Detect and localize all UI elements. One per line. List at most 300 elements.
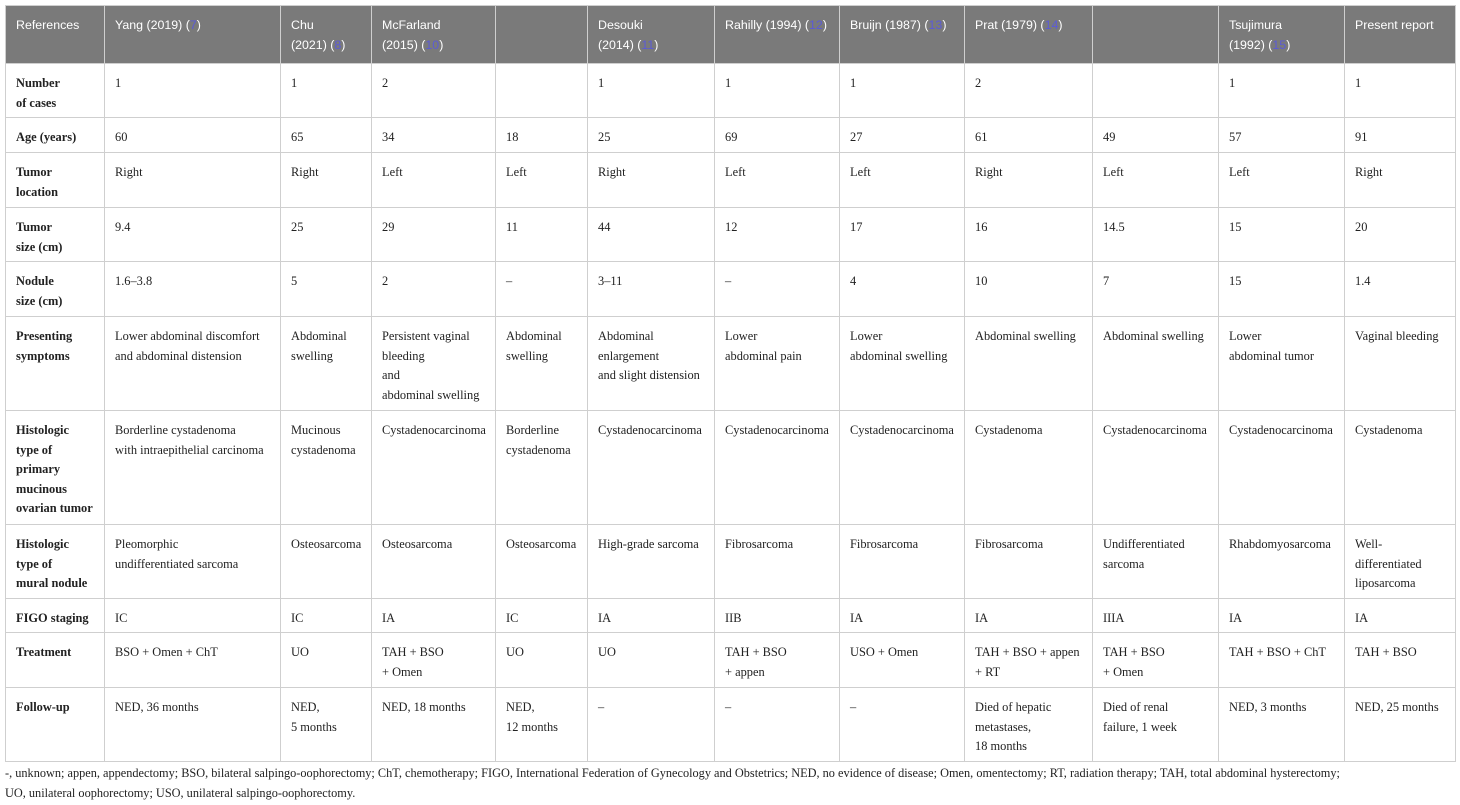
table-cell [840, 64, 965, 118]
table-cell [840, 208, 965, 262]
table-cell [840, 633, 965, 688]
cell-value: NED, 36 months [115, 700, 199, 714]
table-cell [496, 599, 588, 633]
table-cell [105, 525, 281, 599]
column-header [6, 6, 105, 64]
table-cell [1219, 64, 1345, 118]
table-cell [1093, 262, 1219, 317]
table-cell [965, 525, 1093, 599]
cell-value: 1 [598, 76, 605, 90]
table-cell [372, 633, 496, 688]
cell-value: UO [598, 645, 616, 659]
cell-value: 17 [850, 220, 863, 234]
table-cell [715, 64, 840, 118]
table-cell [965, 411, 1093, 525]
table-row [6, 208, 1456, 262]
cell-value: IC [506, 611, 519, 625]
row-label: Tumor location [16, 165, 58, 199]
cell-value: UO [506, 645, 524, 659]
table-cell [281, 118, 372, 153]
cell-value: Left [1229, 165, 1250, 179]
row-label-cell [6, 317, 105, 411]
row-label-cell [6, 633, 105, 688]
table-cell [105, 411, 281, 525]
table-cell [1219, 118, 1345, 153]
table-cell [372, 411, 496, 525]
table-cell [1219, 599, 1345, 633]
cell-value: 61 [975, 130, 988, 144]
table-cell [1093, 317, 1219, 411]
table-cell [496, 262, 588, 317]
table-cell [105, 118, 281, 153]
cell-value: 9.4 [115, 220, 131, 234]
table-cell [281, 411, 372, 525]
table-row [6, 64, 1456, 118]
table-cell [1093, 64, 1219, 118]
cell-value: Fibrosarcoma [850, 537, 919, 551]
cell-value: 27 [850, 130, 863, 144]
table-cell [1219, 633, 1345, 688]
table-cell [840, 118, 965, 153]
table-cell [1345, 599, 1456, 633]
row-label-cell [6, 153, 105, 208]
cell-value: UO [291, 645, 309, 659]
cell-value: 1 [725, 76, 732, 90]
cell-value: 34 [382, 130, 395, 144]
cell-value: 2 [382, 274, 389, 288]
cell-value: Fibrosarcoma [725, 537, 794, 551]
table-cell [840, 153, 965, 208]
row-label-cell [6, 688, 105, 762]
cell-value: 1 [850, 76, 857, 90]
column-header-text: Bruijn (1987) ( [850, 18, 929, 32]
column-header-paren: ) [1058, 18, 1063, 32]
cell-value: 25 [598, 130, 611, 144]
cell-value: Lower abdominal pain [725, 329, 802, 363]
cell-value: Vaginal bleeding [1355, 329, 1439, 343]
cell-value: Lower abdominal swelling [850, 329, 948, 363]
table-cell [1345, 688, 1456, 762]
cell-value: Borderline cystadenoma [506, 423, 571, 457]
cell-value: 2 [382, 76, 389, 90]
table-cell [496, 153, 588, 208]
column-header [840, 6, 965, 64]
table-body [6, 64, 1456, 762]
cell-value: 1 [115, 76, 122, 90]
table-cell [496, 688, 588, 762]
row-label: Histologic type of primary mucinous ovarian tumor [16, 423, 93, 516]
cell-value: – [598, 700, 605, 714]
cell-value: 15 [1229, 220, 1242, 234]
row-label-cell [6, 262, 105, 317]
cell-value: Abdominal enlargement and slight distension [598, 329, 700, 383]
table-cell [588, 262, 715, 317]
table-cell [496, 633, 588, 688]
cell-value: IA [382, 611, 396, 625]
table-cell [1345, 64, 1456, 118]
cell-value: TAH + BSO [1355, 645, 1417, 659]
cell-value: 14.5 [1103, 220, 1125, 234]
cell-value: Abdominal swelling [506, 329, 562, 363]
row-label: Treatment [16, 645, 72, 659]
table-cell [965, 317, 1093, 411]
row-label: Histologic type of mural nodule [16, 537, 88, 591]
table-cell [715, 208, 840, 262]
cell-value: TAH + BSO + Omen [1103, 645, 1165, 679]
table-row [6, 688, 1456, 762]
table-cell [715, 411, 840, 525]
case-comparison-table [5, 5, 1456, 762]
table-cell [840, 688, 965, 762]
table-cell [1093, 633, 1219, 688]
column-header [588, 6, 715, 64]
column-header [496, 6, 588, 64]
cell-value: 7 [1103, 274, 1110, 288]
table-row [6, 153, 1456, 208]
cell-value: TAH + BSO + Omen [382, 645, 444, 679]
cell-value: Undifferentiated sarcoma [1103, 537, 1185, 571]
table-cell [965, 153, 1093, 208]
row-label: Nodule size (cm) [16, 274, 63, 308]
table-cell [965, 633, 1093, 688]
column-header [281, 6, 372, 64]
table-cell [1093, 599, 1219, 633]
table-cell [1219, 317, 1345, 411]
cell-value: Rhabdomyosarcoma [1229, 537, 1331, 551]
column-header-paren: ) [654, 37, 659, 52]
cell-value: 1 [1355, 76, 1362, 90]
cell-value: 15 [1229, 274, 1242, 288]
table-cell [840, 599, 965, 633]
cell-value: 57 [1229, 130, 1242, 144]
cell-value: 10 [975, 274, 988, 288]
cell-value: IA [1355, 611, 1369, 625]
cell-value: 11 [506, 220, 518, 234]
table-cell [965, 118, 1093, 153]
column-header-text: References [16, 18, 80, 32]
table-cell [1345, 411, 1456, 525]
table-cell [588, 153, 715, 208]
table-cell [105, 64, 281, 118]
cell-value: Lower abdominal tumor [1229, 329, 1314, 363]
table-cell [715, 633, 840, 688]
table-cell [105, 317, 281, 411]
table-cell [1345, 317, 1456, 411]
column-header [1093, 6, 1219, 64]
table-cell [840, 411, 965, 525]
column-header [1219, 6, 1345, 64]
table-cell [281, 262, 372, 317]
column-header [1345, 6, 1456, 64]
cell-value: Cystadenoma [1355, 423, 1423, 437]
row-label-cell [6, 599, 105, 633]
cell-value: 12 [725, 220, 738, 234]
reference-link[interactable]: 14 [1044, 18, 1059, 32]
column-header-text: Present report [1355, 18, 1434, 32]
cell-value: Abdominal swelling [975, 329, 1076, 343]
table-row [6, 317, 1456, 411]
reference-link[interactable]: 15 [1272, 37, 1287, 52]
table-cell [372, 208, 496, 262]
row-label-cell [6, 64, 105, 118]
cell-value: Osteosarcoma [382, 537, 453, 551]
column-header-text: Tsujimura (1992) ( [1229, 18, 1283, 52]
cell-value: 3–11 [598, 274, 623, 288]
cell-value: 91 [1355, 130, 1368, 144]
cell-value: 5 [291, 274, 298, 288]
table-cell [1219, 411, 1345, 525]
column-header-text: Prat (1979) ( [975, 18, 1045, 32]
reference-link[interactable]: 13 [928, 18, 943, 32]
table-cell [496, 411, 588, 525]
cell-value: 25 [291, 220, 304, 234]
table-cell [372, 262, 496, 317]
table-cell [840, 262, 965, 317]
cell-value: Osteosarcoma [291, 537, 362, 551]
cell-value: Abdominal swelling [1103, 329, 1204, 343]
table-cell [1219, 525, 1345, 599]
table-cell [965, 599, 1093, 633]
table-cell [715, 262, 840, 317]
cell-value: Left [1103, 165, 1124, 179]
cell-value: Cystadenocarcinoma [598, 423, 702, 437]
column-header [372, 6, 496, 64]
row-label-cell [6, 118, 105, 153]
cell-value: IC [291, 611, 304, 625]
cell-value: 69 [725, 130, 738, 144]
cell-value: NED, 5 months [291, 700, 337, 734]
table-cell [496, 118, 588, 153]
table-cell [588, 525, 715, 599]
table-cell [281, 599, 372, 633]
table-cell [496, 317, 588, 411]
table-cell [1093, 118, 1219, 153]
cell-value: Osteosarcoma [506, 537, 577, 551]
table-cell [105, 688, 281, 762]
table-cell [840, 317, 965, 411]
column-header-text: Rahilly (1994) ( [725, 18, 810, 32]
cell-value: Cystadenocarcinoma [1229, 423, 1333, 437]
cell-value: Right [598, 165, 626, 179]
row-label: Follow-up [16, 700, 70, 714]
table-cell [715, 317, 840, 411]
table-row [6, 411, 1456, 525]
table-cell [588, 208, 715, 262]
cell-value: TAH + BSO + appen [725, 645, 787, 679]
cell-value: NED, 25 months [1355, 700, 1439, 714]
cell-value: IIIA [1103, 611, 1125, 625]
table-footnote [5, 764, 1457, 803]
table-cell [1093, 153, 1219, 208]
table-cell [105, 153, 281, 208]
table-cell [1093, 208, 1219, 262]
cell-value: 1.6–3.8 [115, 274, 153, 288]
table-cell [965, 64, 1093, 118]
row-label-cell [6, 208, 105, 262]
column-header-paren: ) [1286, 37, 1291, 52]
cell-value: Fibrosarcoma [975, 537, 1044, 551]
cell-value: IA [1229, 611, 1243, 625]
table-row [6, 525, 1456, 599]
cell-value: Mucinous cystadenoma [291, 423, 356, 457]
reference-link[interactable]: 7 [189, 18, 197, 32]
table-cell [715, 153, 840, 208]
cell-value: Left [725, 165, 746, 179]
cell-value: – [506, 274, 513, 288]
row-label: Tumor size (cm) [16, 220, 63, 254]
table-cell [1345, 153, 1456, 208]
table-cell [372, 688, 496, 762]
table-cell [105, 599, 281, 633]
table-cell [588, 64, 715, 118]
row-label-cell [6, 525, 105, 599]
table-cell [281, 153, 372, 208]
cell-value: TAH + BSO + appen + RT [975, 645, 1080, 679]
table-cell [105, 208, 281, 262]
reference-link[interactable]: 12 [809, 18, 823, 32]
cell-value: USO + Omen [850, 645, 919, 659]
cell-value: – [725, 274, 732, 288]
cell-value: NED, 3 months [1229, 700, 1307, 714]
table-cell [1093, 411, 1219, 525]
table-cell [1345, 633, 1456, 688]
table-cell [588, 317, 715, 411]
table-cell [715, 525, 840, 599]
cell-value: Left [850, 165, 871, 179]
cell-value: Left [506, 165, 527, 179]
cell-value: IA [598, 611, 612, 625]
table-row [6, 633, 1456, 688]
table-cell [588, 633, 715, 688]
reference-link[interactable]: 11 [641, 37, 655, 52]
reference-link[interactable]: 10 [425, 37, 440, 52]
table-cell [715, 688, 840, 762]
table-cell [1219, 153, 1345, 208]
cell-value: Cystadenocarcinoma [725, 423, 829, 437]
table-cell [1093, 688, 1219, 762]
cell-value: IC [115, 611, 128, 625]
column-header-paren: ) [341, 37, 346, 52]
table-cell [1219, 262, 1345, 317]
row-label: Presenting symptoms [16, 329, 73, 363]
column-header [105, 6, 281, 64]
table-cell [1345, 208, 1456, 262]
cell-value: 1 [1229, 76, 1236, 90]
cell-value: Died of hepatic metastases, 18 months [975, 700, 1052, 754]
column-header-text: Yang (2019) ( [115, 18, 190, 32]
cell-value: Right [1355, 165, 1383, 179]
row-label: FIGO staging [16, 611, 89, 625]
table-cell [715, 118, 840, 153]
table-row [6, 118, 1456, 153]
cell-value: Borderline cystadenoma with intraepithelial carcinoma [115, 423, 264, 457]
cell-value: 2 [975, 76, 982, 90]
table-cell [1219, 208, 1345, 262]
table-cell [715, 599, 840, 633]
cell-value: Died of renal failure, 1 week [1103, 700, 1177, 734]
cell-value: Right [291, 165, 319, 179]
cell-value: 20 [1355, 220, 1368, 234]
cell-value: High-grade sarcoma [598, 537, 699, 551]
table-cell [372, 599, 496, 633]
cell-value: IIB [725, 611, 742, 625]
cell-value: Cystadenoma [975, 423, 1043, 437]
cell-value: Well- differentiated liposarcoma [1355, 537, 1422, 591]
table-cell [1345, 118, 1456, 153]
table-cell [281, 317, 372, 411]
column-header-paren: ) [822, 18, 827, 32]
column-header [715, 6, 840, 64]
table-cell [965, 262, 1093, 317]
row-label-cell [6, 411, 105, 525]
table-cell [588, 599, 715, 633]
table-cell [281, 633, 372, 688]
column-header-paren: ) [196, 18, 201, 32]
table-cell [1345, 525, 1456, 599]
row-label: Age (years) [16, 130, 77, 144]
table-row [6, 262, 1456, 317]
cell-value: 60 [115, 130, 128, 144]
cell-value: 49 [1103, 130, 1116, 144]
table-cell [281, 525, 372, 599]
column-header-text: Desouki (2014) ( [598, 18, 643, 52]
table-cell [840, 525, 965, 599]
column-header-text: Chu (2021) ( [291, 18, 335, 52]
table-cell [281, 64, 372, 118]
cell-value: Cystadenocarcinoma [1103, 423, 1207, 437]
cell-value: TAH + BSO + ChT [1229, 645, 1326, 659]
cell-value: Cystadenocarcinoma [382, 423, 486, 437]
cell-value: Cystadenocarcinoma [850, 423, 954, 437]
table-cell [105, 262, 281, 317]
table-cell [496, 208, 588, 262]
table-cell [588, 118, 715, 153]
table-cell [372, 525, 496, 599]
reference-link[interactable]: 8 [334, 37, 342, 52]
cell-value: BSO + Omen + ChT [115, 645, 218, 659]
cell-value: IA [975, 611, 989, 625]
table-cell [281, 688, 372, 762]
cell-value: Left [382, 165, 403, 179]
cell-value: 44 [598, 220, 611, 234]
table-cell [372, 118, 496, 153]
footnote-text: -, unknown; appen, appendectomy; BSO, bilateral salpingo-oophorectomy; ChT, chemotherapy; FIGO, International Federation of Gynecology and Obstetrics; NED, no evidence of disease; Omen, omentectomy; RT, radiation therapy; TAH, total abdominal hysterectomy; UO, unilateral oophorectomy; USO, unilateral salpingo-oophorectomy. [5, 766, 1340, 800]
table-cell [588, 411, 715, 525]
cell-value: Lower abdominal discomfort and abdominal distension [115, 329, 260, 363]
table-cell [105, 633, 281, 688]
table-cell [372, 153, 496, 208]
table-cell [588, 688, 715, 762]
cell-value: NED, 18 months [382, 700, 466, 714]
column-header [965, 6, 1093, 64]
table-cell [1219, 688, 1345, 762]
table-cell [281, 208, 372, 262]
column-header-text: McFarland (2015) ( [382, 18, 441, 52]
cell-value: NED, 12 months [506, 700, 558, 734]
table-row [6, 599, 1456, 633]
table-cell [1345, 262, 1456, 317]
table-cell [965, 688, 1093, 762]
cell-value: Right [975, 165, 1003, 179]
cell-value: Abdominal swelling [291, 329, 347, 363]
cell-value: Right [115, 165, 143, 179]
table-cell [372, 64, 496, 118]
comparison-table-wrapper [5, 5, 1455, 762]
table-cell [496, 64, 588, 118]
cell-value: Persistent vaginal bleeding and abdominal swelling [382, 329, 480, 402]
cell-value: 18 [506, 130, 519, 144]
table-cell [965, 208, 1093, 262]
